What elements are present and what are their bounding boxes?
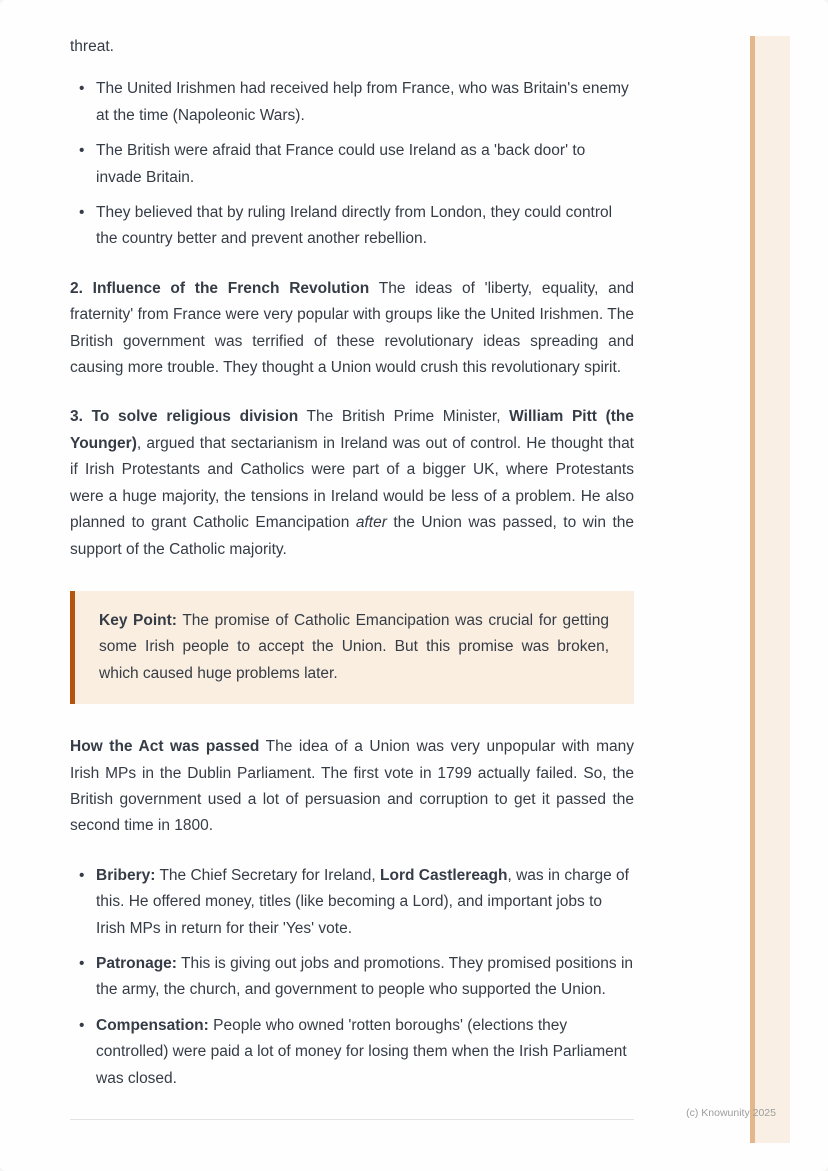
bullet-icon: • xyxy=(79,954,85,972)
bullet-icon: • xyxy=(79,1016,85,1034)
list-item-text: Bribery: The Chief Secretary for Ireland, Lord Castlereagh, was in charge of this. He offered money, titles (like becoming a Lord), and important jobs to Irish MPs in return for their 'Yes' vote. xyxy=(96,866,629,937)
list-item xyxy=(79,951,634,1004)
list-item xyxy=(79,1013,634,1092)
bullet-list-methods xyxy=(70,863,634,1092)
bullet-icon: • xyxy=(79,142,85,160)
list-item-text: The United Irishmen had received help from France, who was Britain's enemy at the time (Napoleonic Wars). xyxy=(96,80,629,124)
bullet-list-reasons xyxy=(70,76,634,252)
page-edge-line xyxy=(750,36,755,1143)
bullet-icon: • xyxy=(79,204,85,222)
bullet-icon: • xyxy=(79,866,85,884)
bullet-icon: • xyxy=(79,80,85,98)
document-content xyxy=(70,34,634,1120)
copyright-watermark: (c) Knowunity 2025 xyxy=(686,1107,776,1119)
continuation-text: threat. xyxy=(70,38,114,55)
list-item-text: Compensation: People who owned 'rotten boroughs' (elections they controlled) were paid a lot of money for losing them when the Irish Parliament was closed. xyxy=(96,1016,627,1087)
list-item xyxy=(79,863,634,942)
list-item-text: Patronage: This is giving out jobs and promotions. They promised positions in the army, the church, and government to people who supported the Union. xyxy=(96,954,634,999)
list-item-text: They believed that by ruling Ireland directly from London, they could control the country better and prevent another rebellion. xyxy=(96,204,613,248)
section-divider xyxy=(70,1119,634,1120)
keypoint-callout: Key Point: The promise of Catholic Emancipation was crucial for getting some Irish people to accept the Union. But this promise was broken, which caused huge problems later. xyxy=(70,591,634,704)
list-item-text: The British were afraid that France could use Ireland as a 'back door' to invade Britain. xyxy=(96,142,586,186)
paragraph-french-revolution: 2. Influence of the French Revolution The ideas of 'liberty, equality, and fraternity' from France were very popular with groups like the United Irishmen. The British government was terrified of these revolutionary ideas spreading and causing more trouble. They thought a Union would crush this revolutionary spirit. xyxy=(70,279,634,377)
paragraph-religious-division: 3. To solve religious division The British Prime Minister, William Pitt (the Younger), argued that sectarianism in Ireland was out of control. He thought that if Irish Protestants and Catholics were part of a bigger UK, where Protestants were a huge majority, the tensions in Ireland would be less of a problem. He also planned to grant Catholic Emancipation after the Union was passed, to win the support of the Catholic majority. xyxy=(70,408,634,558)
list-item xyxy=(79,138,634,191)
paragraph-act-passed: How the Act was passed The idea of a Union was very unpopular with many Irish MPs in the Dublin Parliament. The first vote in 1799 actually failed. So, the British government used a lot of persuasion and corruption to get it passed the second time in 1800. xyxy=(70,738,635,835)
list-item xyxy=(79,76,634,129)
page-edge-band xyxy=(754,36,790,1143)
list-item xyxy=(79,200,634,253)
